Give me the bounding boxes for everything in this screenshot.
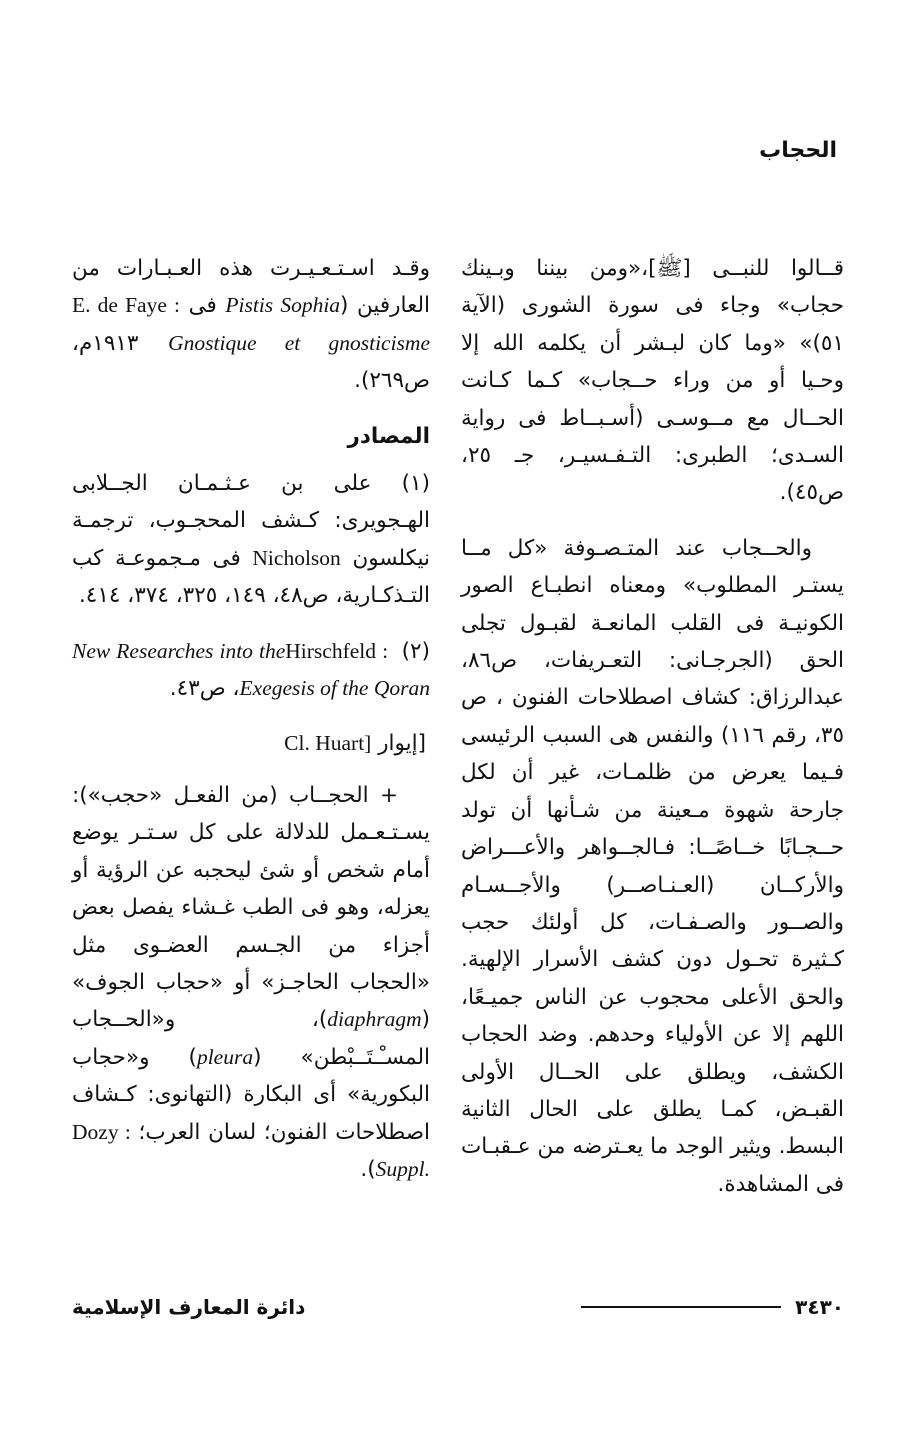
dozy-author: Dozy :	[72, 1119, 131, 1144]
sources-heading: المصادر	[347, 423, 430, 449]
gnostique-title: Gnostique et gnosticisme	[168, 330, 430, 355]
gnostic-text-start: وقـد اسـتـعـيـرت هذه العـبـارات من العارفين (	[72, 256, 430, 319]
source-entry-2	[72, 633, 430, 708]
journal-title: دائرة المعارف الإسلامية	[72, 1295, 306, 1319]
page-footer	[72, 1292, 844, 1322]
source-1-arabic: (١) على بن عـثـمـان الجــلابى الهـجويرى: كـشف المحجـوب، ترجمـة نيكلسون	[72, 471, 430, 571]
gnostic-text-mid: فى	[179, 293, 226, 319]
right-column	[461, 250, 844, 1221]
source-2-author: Hirschfeld :	[285, 638, 395, 663]
paragraph-intro: قــالوا للنبــى [ﷺ]،«ومن بيننا وبـينك حجاب» وجاء فى سورة الشورى (الآية ٥١)» «وما كان لبـشر أن يكلمه الله إلا وحـيا أو من وراء حــجاب» كـما كـانت الحــال مع مــوسـى (أسـبــاط فى رواية السـدى؛ الطبرى: التـفـسيـر، جـ ٢٥، ص٤٥).	[461, 256, 844, 506]
suppl-title: Suppl.	[375, 1156, 430, 1181]
source-2-number: (٢)	[394, 638, 430, 664]
paragraph-sufi: والحــجاب عند المتـصـوفة «كل مــا يستـر المطلوب» ومعناه انطبـاع الصور الكونيـة فى القلب المانعـة لقبـول تجلى الحق (الجرجـانى: التعـريفات، ص٨٦، عبدالرزاق: كشاف اصطلاحات الفنون ، ص ٣٥، رقم ١١٦) والنفس هى السبب الرئيسى فـيما يعرض من ظلمـات، غير أن لكل جارحة شهوة مـعينة من شـأنها أن تولد حــجـابًا خــاصًــا: فـالجــواهر والأعـــراض والأركــان (العـنـاصــر) والأجــسـام والصــور والصـفـات، كل أولئك حجب كـثيرة تحـول دون كشف الأسرار الإلهية. والحق الأعلى محجوب عن الناس جميـعًا، اللهم إلا عن الأولياء وحدهم. وضد الحجاب الكشف، ويطلق على الحــال الأولى القبـض، كمـا يطلق على الحال الثانية البسط. ويثير الوجد ما يعـترضه من عـقبـات فى المشاهدة.	[461, 535, 844, 1197]
hijab-def-end: ).	[360, 1156, 376, 1182]
paragraph-gnostic	[72, 250, 430, 400]
source-1-end: فى مـجموعـة كب التـذكـارية، ص٤٨، ١٤٩، ٣٢٥، ٣٧٤، ٤١٤.	[72, 545, 430, 609]
footer-rule	[581, 1306, 781, 1308]
source-1-translator: Nicholson	[252, 545, 341, 570]
running-head-title: الحجاب	[759, 138, 837, 163]
pistis-sophia-title: Pistis Sophia	[225, 293, 341, 318]
page-number: ٣٤٣٠	[795, 1295, 844, 1319]
hijab-def-mid1: )، و«الحــجاب المسـْـتَــبْطن» (	[72, 1007, 431, 1070]
hijab-def-text: + الحجــاب (من الفعـل «حجب»): يسـتـعـمل للدلالة على كل سـتـر يوضع أمام شخص أو شئ ليحجبه عن الرؤية أو يعزله، وهو فى الطب غـشاء يفصل بعض أجزاء من الجـسم العضـوى مثل «الحجاب الحاجـز» أو «حجاب الجوف» (	[72, 782, 430, 1033]
left-column	[72, 250, 430, 1206]
author-signature	[72, 725, 430, 762]
hijab-def-mid2: ) و«حجاب البكورية» أى البكارة (التهانوى: كـشاف اصطلاحات الفنون؛ لسان العرب؛	[72, 1044, 430, 1145]
source-2-end: ، ص٤٣.	[169, 676, 240, 702]
signature-arabic: [إيوار	[371, 731, 426, 757]
gnostic-text-end: ١٩١٣م، ص٢٦٩).	[72, 330, 430, 394]
de-faye-author: E. de Faye :	[72, 293, 180, 318]
pleura-term: pleura	[196, 1044, 254, 1069]
signature-latin: Cl. Huart]	[284, 731, 372, 756]
paragraph-hijab-definition	[72, 777, 430, 1188]
diaphragm-term: diaphragm	[327, 1007, 422, 1032]
source-2-title: New Researches into the Exegesis of the Qoran	[72, 638, 430, 701]
source-entry-1	[72, 465, 430, 615]
